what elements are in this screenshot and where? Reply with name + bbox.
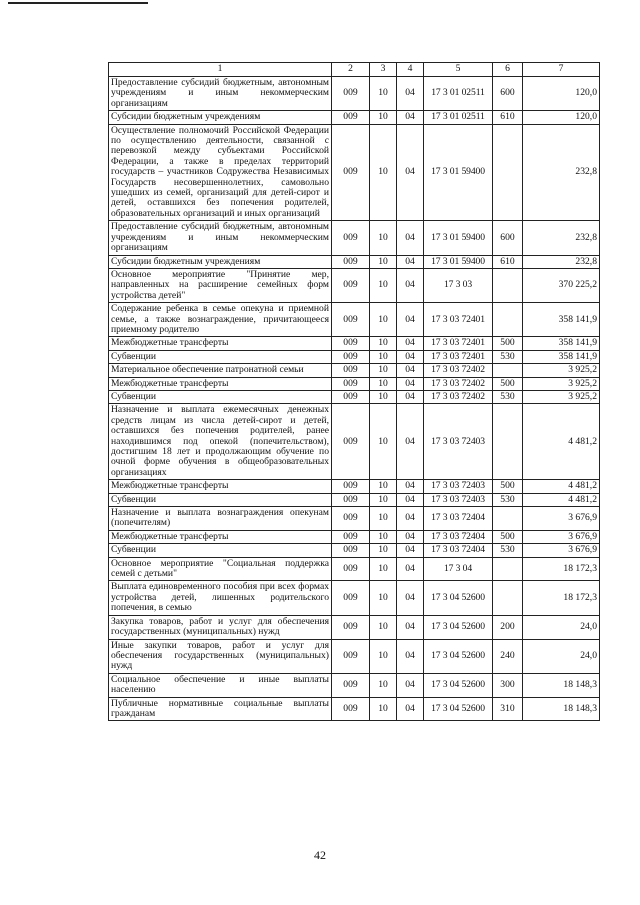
ministry-code-cell: 009 (332, 377, 370, 390)
ministry-code-cell: 009 (332, 337, 370, 350)
table-row (109, 581, 600, 615)
ministry-code-cell: 009 (332, 221, 370, 255)
row-name-cell: Предоставление субсидий бюджетным, автономным учреждениям и иным некоммерческим организациям (109, 221, 332, 255)
ministry-code-cell: 009 (332, 350, 370, 363)
ministry-code-cell: 009 (332, 111, 370, 124)
row-name-cell: Субвенции (109, 390, 332, 403)
target-article-cell: 17 3 01 59400 (424, 124, 493, 221)
table-row (109, 124, 600, 221)
expense-type-cell: 500 (493, 337, 523, 350)
expense-type-cell: 240 (493, 639, 523, 673)
row-name-cell: Назначение и выплата ежемесячных денежных средств лицам из числа детей-сирот и детей, оставшихся без попечения родителей, ранее находившимся под опекой (попечительством), достигшим 18 лет и продолжающим обучение по очной форме обучения в общеобразовательных организациях (109, 404, 332, 480)
subsection-code-cell: 04 (397, 303, 424, 337)
section-code-cell: 10 (370, 377, 397, 390)
table-row (109, 268, 600, 302)
column-header: 1 (109, 63, 332, 77)
budget-table (108, 62, 600, 721)
amount-cell: 3 925,2 (523, 390, 600, 403)
amount-cell: 18 172,3 (523, 581, 600, 615)
amount-cell: 3 676,9 (523, 507, 600, 531)
table-row (109, 557, 600, 581)
row-name-cell: Основное мероприятие "Социальная поддержка семей с детьми" (109, 557, 332, 581)
section-code-cell: 10 (370, 255, 397, 268)
row-name-cell: Субвенции (109, 493, 332, 506)
section-code-cell: 10 (370, 493, 397, 506)
amount-cell: 4 481,2 (523, 480, 600, 493)
subsection-code-cell: 04 (397, 350, 424, 363)
table-body (109, 63, 600, 721)
ministry-code-cell: 009 (332, 557, 370, 581)
table-row (109, 77, 600, 111)
section-code-cell: 10 (370, 639, 397, 673)
column-header: 7 (523, 63, 600, 77)
row-name-cell: Межбюджетные трансферты (109, 530, 332, 543)
section-code-cell: 10 (370, 581, 397, 615)
subsection-code-cell: 04 (397, 493, 424, 506)
target-article-cell: 17 3 03 72402 (424, 364, 493, 377)
row-name-cell: Межбюджетные трансферты (109, 377, 332, 390)
subsection-code-cell: 04 (397, 507, 424, 531)
section-code-cell: 10 (370, 615, 397, 639)
amount-cell: 120,0 (523, 111, 600, 124)
ministry-code-cell: 009 (332, 268, 370, 302)
ministry-code-cell: 009 (332, 124, 370, 221)
row-name-cell: Закупка товаров, работ и услуг для обеспечения государственных (муниципальных) нужд (109, 615, 332, 639)
amount-cell: 4 481,2 (523, 493, 600, 506)
row-name-cell: Субвенции (109, 544, 332, 557)
expense-type-cell: 530 (493, 390, 523, 403)
amount-cell: 358 141,9 (523, 337, 600, 350)
amount-cell: 120,0 (523, 77, 600, 111)
ministry-code-cell: 009 (332, 480, 370, 493)
expense-type-cell: 600 (493, 221, 523, 255)
row-name-cell: Осуществление полномочий Российской Федерации по осуществлению деятельности, связанной с перевозкой между субъектами Российской Федерации, а также в пределах территорий государств – участников Содружества Независимых Государств несовершеннолетних, самовольно ушедших из семей, организаций для детей-сирот и детей, оставшихся без попечения родителей, образовательных организаций и иных организаций (109, 124, 332, 221)
section-code-cell: 10 (370, 350, 397, 363)
table-row (109, 493, 600, 506)
target-article-cell: 17 3 04 52600 (424, 639, 493, 673)
table-row (109, 303, 600, 337)
target-article-cell: 17 3 03 72402 (424, 377, 493, 390)
expense-type-cell (493, 404, 523, 480)
section-code-cell: 10 (370, 364, 397, 377)
subsection-code-cell: 04 (397, 530, 424, 543)
expense-type-cell: 610 (493, 255, 523, 268)
subsection-code-cell: 04 (397, 615, 424, 639)
row-name-cell: Предоставление субсидий бюджетным, автономным учреждениям и иным некоммерческим организациям (109, 77, 332, 111)
table-row (109, 480, 600, 493)
amount-cell: 24,0 (523, 615, 600, 639)
target-article-cell: 17 3 01 02511 (424, 77, 493, 111)
table-row (109, 507, 600, 531)
amount-cell: 3 925,2 (523, 377, 600, 390)
expense-type-cell: 600 (493, 77, 523, 111)
ministry-code-cell: 009 (332, 697, 370, 721)
amount-cell: 18 148,3 (523, 697, 600, 721)
amount-cell: 3 676,9 (523, 530, 600, 543)
subsection-code-cell: 04 (397, 221, 424, 255)
ministry-code-cell: 009 (332, 404, 370, 480)
row-name-cell: Межбюджетные трансферты (109, 337, 332, 350)
target-article-cell: 17 3 01 02511 (424, 111, 493, 124)
section-code-cell: 10 (370, 303, 397, 337)
subsection-code-cell: 04 (397, 390, 424, 403)
table-row (109, 697, 600, 721)
amount-cell: 24,0 (523, 639, 600, 673)
row-name-cell: Субсидии бюджетным учреждениям (109, 255, 332, 268)
target-article-cell: 17 3 03 72403 (424, 404, 493, 480)
ministry-code-cell: 009 (332, 255, 370, 268)
table-row (109, 544, 600, 557)
table-row (109, 639, 600, 673)
subsection-code-cell: 04 (397, 673, 424, 697)
section-code-cell: 10 (370, 697, 397, 721)
ministry-code-cell: 009 (332, 615, 370, 639)
target-article-cell: 17 3 04 (424, 557, 493, 581)
row-name-cell: Назначение и выплата вознаграждения опекунам (попечителям) (109, 507, 332, 531)
ministry-code-cell: 009 (332, 544, 370, 557)
expense-type-cell: 200 (493, 615, 523, 639)
subsection-code-cell: 04 (397, 404, 424, 480)
expense-type-cell (493, 507, 523, 531)
subsection-code-cell: 04 (397, 255, 424, 268)
table-row (109, 673, 600, 697)
amount-cell: 3 925,2 (523, 364, 600, 377)
target-article-cell: 17 3 03 72403 (424, 480, 493, 493)
column-header: 5 (424, 63, 493, 77)
column-header: 3 (370, 63, 397, 77)
ministry-code-cell: 009 (332, 673, 370, 697)
target-article-cell: 17 3 03 72404 (424, 544, 493, 557)
subsection-code-cell: 04 (397, 544, 424, 557)
row-name-cell: Иные закупки товаров, работ и услуг для обеспечения государственных (муниципальных) нужд (109, 639, 332, 673)
row-name-cell: Материальное обеспечение патронатной семьи (109, 364, 332, 377)
target-article-cell: 17 3 03 72404 (424, 530, 493, 543)
table-row (109, 350, 600, 363)
ministry-code-cell: 009 (332, 493, 370, 506)
expense-type-cell (493, 557, 523, 581)
table-row (109, 377, 600, 390)
ministry-code-cell: 009 (332, 581, 370, 615)
amount-cell: 232,8 (523, 221, 600, 255)
section-code-cell: 10 (370, 480, 397, 493)
target-article-cell: 17 3 03 72404 (424, 507, 493, 531)
column-header: 4 (397, 63, 424, 77)
subsection-code-cell: 04 (397, 639, 424, 673)
subsection-code-cell: 04 (397, 77, 424, 111)
column-header: 6 (493, 63, 523, 77)
amount-cell: 4 481,2 (523, 404, 600, 480)
ministry-code-cell: 009 (332, 530, 370, 543)
expense-type-cell: 610 (493, 111, 523, 124)
expense-type-cell (493, 124, 523, 221)
target-article-cell: 17 3 01 59400 (424, 255, 493, 268)
section-code-cell: 10 (370, 337, 397, 350)
row-name-cell: Содержание ребенка в семье опекуна и приемной семье, а также вознаграждение, причитающееся приемному родителю (109, 303, 332, 337)
target-article-cell: 17 3 04 52600 (424, 581, 493, 615)
amount-cell: 358 141,9 (523, 350, 600, 363)
table-header-row (109, 63, 600, 77)
target-article-cell: 17 3 03 72401 (424, 337, 493, 350)
table-row (109, 615, 600, 639)
subsection-code-cell: 04 (397, 364, 424, 377)
expense-type-cell: 500 (493, 530, 523, 543)
column-header: 2 (332, 63, 370, 77)
expense-type-cell: 530 (493, 493, 523, 506)
amount-cell: 18 172,3 (523, 557, 600, 581)
subsection-code-cell: 04 (397, 111, 424, 124)
section-code-cell: 10 (370, 404, 397, 480)
amount-cell: 358 141,9 (523, 303, 600, 337)
subsection-code-cell: 04 (397, 268, 424, 302)
expense-type-cell: 500 (493, 480, 523, 493)
amount-cell: 232,8 (523, 255, 600, 268)
row-name-cell: Субвенции (109, 350, 332, 363)
subsection-code-cell: 04 (397, 480, 424, 493)
amount-cell: 18 148,3 (523, 673, 600, 697)
ministry-code-cell: 009 (332, 77, 370, 111)
expense-type-cell: 300 (493, 673, 523, 697)
table-row (109, 530, 600, 543)
row-name-cell: Выплата единовременного пособия при всех формах устройства детей, лишенных родительского попечения, в семью (109, 581, 332, 615)
section-code-cell: 10 (370, 673, 397, 697)
expense-type-cell: 310 (493, 697, 523, 721)
table-row (109, 404, 600, 480)
expense-type-cell: 530 (493, 350, 523, 363)
target-article-cell: 17 3 01 59400 (424, 221, 493, 255)
subsection-code-cell: 04 (397, 557, 424, 581)
section-code-cell: 10 (370, 124, 397, 221)
row-name-cell: Субсидии бюджетным учреждениям (109, 111, 332, 124)
subsection-code-cell: 04 (397, 124, 424, 221)
subsection-code-cell: 04 (397, 337, 424, 350)
amount-cell: 232,8 (523, 124, 600, 221)
table-row (109, 255, 600, 268)
row-name-cell: Публичные нормативные социальные выплаты гражданам (109, 697, 332, 721)
target-article-cell: 17 3 04 52600 (424, 615, 493, 639)
section-code-cell: 10 (370, 530, 397, 543)
section-code-cell: 10 (370, 268, 397, 302)
ministry-code-cell: 009 (332, 507, 370, 531)
row-name-cell: Основное мероприятие "Принятие мер, направленных на расширение семейных форм устройства детей" (109, 268, 332, 302)
target-article-cell: 17 3 04 52600 (424, 697, 493, 721)
section-code-cell: 10 (370, 557, 397, 581)
table-row (109, 390, 600, 403)
page-number: 42 (314, 848, 326, 862)
section-code-cell: 10 (370, 221, 397, 255)
amount-cell: 370 225,2 (523, 268, 600, 302)
subsection-code-cell: 04 (397, 581, 424, 615)
ministry-code-cell: 009 (332, 639, 370, 673)
expense-type-cell: 530 (493, 544, 523, 557)
subsection-code-cell: 04 (397, 377, 424, 390)
amount-cell: 3 676,9 (523, 544, 600, 557)
expense-type-cell (493, 581, 523, 615)
section-code-cell: 10 (370, 111, 397, 124)
subsection-code-cell: 04 (397, 697, 424, 721)
target-article-cell: 17 3 03 72403 (424, 493, 493, 506)
target-article-cell: 17 3 03 72401 (424, 350, 493, 363)
expense-type-cell (493, 303, 523, 337)
table-row (109, 111, 600, 124)
section-code-cell: 10 (370, 390, 397, 403)
section-code-cell: 10 (370, 507, 397, 531)
top-rule (8, 2, 148, 4)
target-article-cell: 17 3 04 52600 (424, 673, 493, 697)
table-row (109, 221, 600, 255)
expense-type-cell (493, 268, 523, 302)
target-article-cell: 17 3 03 72402 (424, 390, 493, 403)
section-code-cell: 10 (370, 544, 397, 557)
ministry-code-cell: 009 (332, 364, 370, 377)
target-article-cell: 17 3 03 72401 (424, 303, 493, 337)
row-name-cell: Социальное обеспечение и иные выплаты населению (109, 673, 332, 697)
target-article-cell: 17 3 03 (424, 268, 493, 302)
ministry-code-cell: 009 (332, 390, 370, 403)
ministry-code-cell: 009 (332, 303, 370, 337)
expense-type-cell: 500 (493, 377, 523, 390)
section-code-cell: 10 (370, 77, 397, 111)
expense-type-cell (493, 364, 523, 377)
table-row (109, 364, 600, 377)
table-row (109, 337, 600, 350)
row-name-cell: Межбюджетные трансферты (109, 480, 332, 493)
